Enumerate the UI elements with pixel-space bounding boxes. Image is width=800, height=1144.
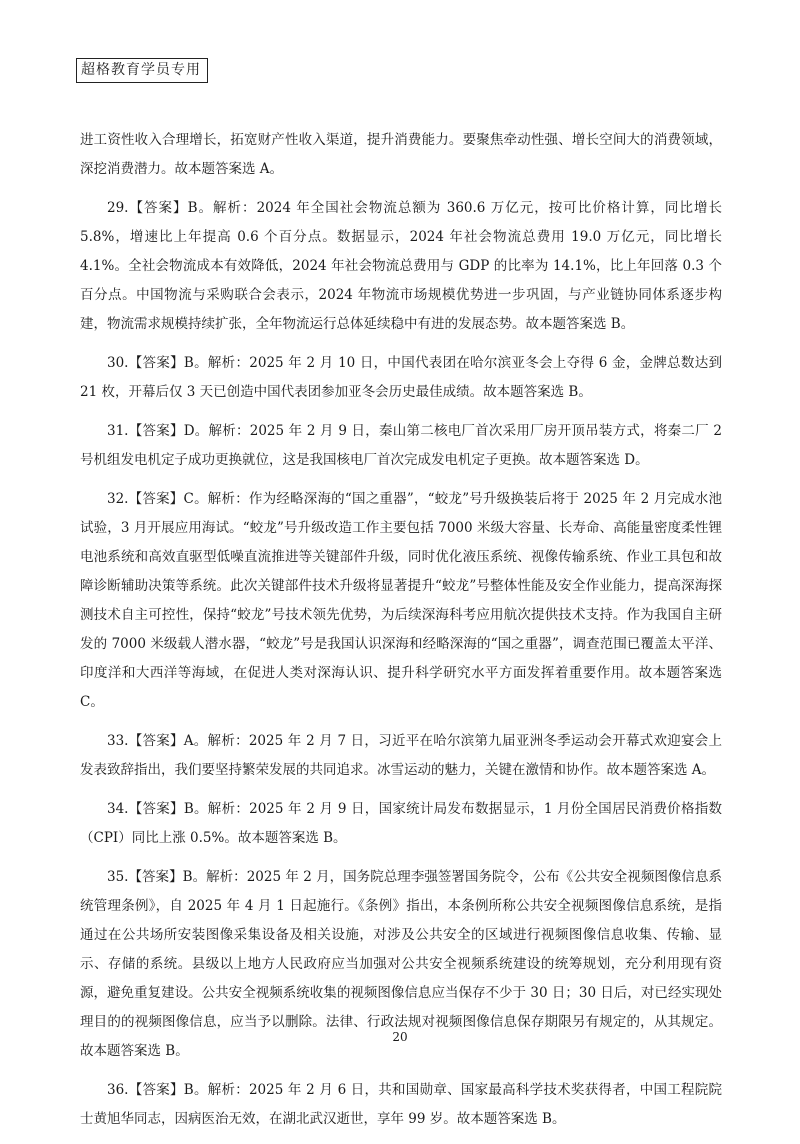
answer-35: 35.【答案】B。解析：2025 年 2 月，国务院总理李强签署国务院令，公布《公共安全视频图像信息系统管理条例》，自 2025 年 4 月 1 日起施行。《条例》指出，本条例所称公共安全视频图像信息系统，是指通过在公共场所安装图像采集设备及相关设施，对涉及公共安全的区域进行视频图像信息收集、传输、显示、存储的系统。县级以上地方人民政府应当加强对公共安全视频系统建设的统筹规划，充分利用现有资源，避免重复建设。公共安全视频系统收集的视频图像信息应当保存不少于 30 日；30 日后，对已经实现处理目的的视频图像信息，应当予以删除。法律、行政法规对视频图像信息保存期限另有规定的，从其规定。故本题答案选 B。 [80, 869, 722, 1059]
paragraph-continuation: 进工资性收入合理增长，拓宽财产性收入渠道，提升消费能力。要聚焦牵动性强、增长空间大的消费领域，深挖消费潜力。故本题答案选 A。 [80, 132, 722, 177]
answer-29: 29.【答案】B。解析：2024 年全国社会物流总额为 360.6 万亿元，按可比价格计算，同比增长 5.8%，增速比上年提高 0.6 个百分点。数据显示，2024 年社会物流总费用 19.0 万亿元，同比增长 4.1%。全社会物流成本有效降低，2024 年社会物流总费用与 GDP 的比率为 14.1%，比上年回落 0.3 个百分点。中国物流与采购联合会表示，2024 年物流市场规模优势进一步巩固，与产业链协同体系逐步构建，物流需求规模持续扩张，全年物流运行总体延续稳中有进的发展态势。故本题答案选 B。 [80, 200, 722, 332]
page-number: 20 [392, 1030, 408, 1044]
answer-33: 33.【答案】A。解析：2025 年 2 月 7 日，习近平在哈尔滨第九届亚洲冬季运动会开幕式欢迎宴会上发表致辞指出，我们要坚持繁荣发展的共同追求。冰雪运动的魅力，关键在激情和协作。故本题答案选 A。 [80, 733, 722, 778]
answer-31: 31.【答案】D。解析：2025 年 2 月 9 日，秦山第二核电厂首次采用厂房开顶吊装方式，将秦二厂 2 号机组发电机定子成功更换就位，这是我国核电厂首次完成发电机定子更换。故本题答案选 D。 [80, 423, 722, 468]
answer-30: 30.【答案】B。解析：2025 年 2 月 10 日，中国代表团在哈尔滨亚冬会上夺得 6 金，金牌总数达到 21 枚，开幕后仅 3 天已创造中国代表团参加亚冬会历史最佳成绩。故本题答案选 B。 [80, 355, 722, 400]
document-body [80, 126, 722, 1144]
answer-32: 32.【答案】C。解析：作为经略深海的“国之重器”，“蛟龙”号升级换装后将于 2025 年 2 月完成水池试验，3 月开展应用海试。“蛟龙”号升级改造工作主要包括 7000 米级大容量、长寿命、高能量密度柔性锂电池系统和高效直驱型低噪直流推进等关键部件升级，同时优化液压系统、视像传输系统、作业工具包和故障诊断辅助决策等系统。此次关键部件技术升级将显著提升“蛟龙”号整体性能及安全作业能力，提高深海探测技术自主可控性，保持“蛟龙”号技术领先优势，为后续深海科考应用航次提供技术支持。作为我国自主研发的 7000 米级载人潜水器，“蛟龙”号是我国认识深海和经略深海的“国之重器”，调查范围已覆盖太平洋、印度洋和大西洋等海域，在促进人类对深海认识、提升科学研究水平方面发挥着重要作用。故本题答案选 C。 [80, 491, 722, 710]
answer-34: 34.【答案】B。解析：2025 年 2 月 9 日，国家统计局发布数据显示，1 月份全国居民消费价格指数（CPI）同比上涨 0.5%。故本题答案选 B。 [80, 801, 722, 846]
header-label: 超格教育学员专用 [76, 58, 208, 83]
answer-36: 36.【答案】B。解析：2025 年 2 月 6 日，共和国勋章、国家最高科学技术奖获得者，中国工程院院士黄旭华同志，因病医治无效，在湖北武汉逝世，享年 99 岁。故本题答案选 B。 [80, 1082, 722, 1127]
